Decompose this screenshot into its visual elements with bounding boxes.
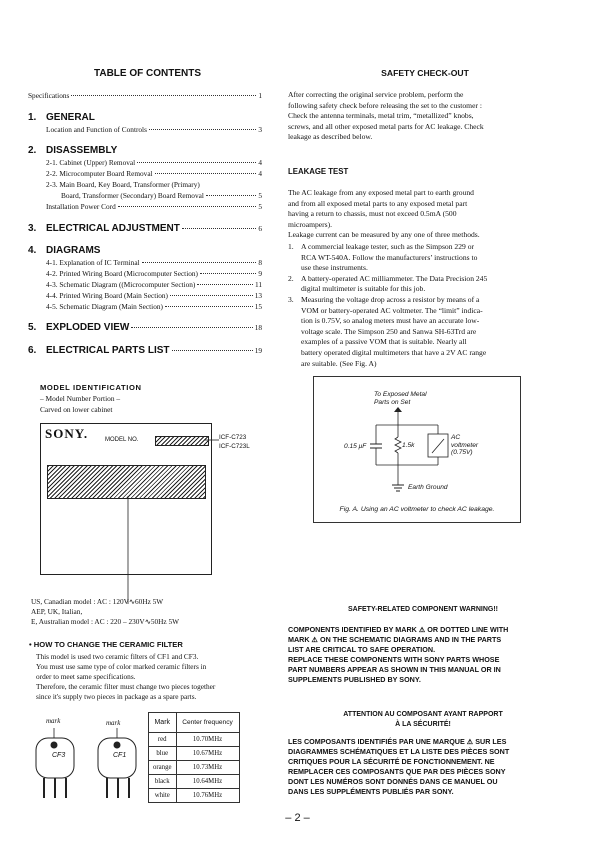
section-title: EXPLODED VIEW xyxy=(46,322,130,333)
table-header-row xyxy=(149,713,240,733)
text-line: leakage as described below. xyxy=(288,132,373,142)
leader-dots xyxy=(149,129,256,130)
text-line: A commercial leakage tester, such as the Simpson 229 or xyxy=(301,242,475,251)
table-cell: red xyxy=(149,733,177,747)
toc-page: 4 xyxy=(258,158,262,167)
section-number: 5. xyxy=(28,322,37,333)
model-id-subtitle: – Model Number Portion – xyxy=(40,394,121,403)
table-header: Mark xyxy=(149,713,177,733)
section-title: DIAGRAMS xyxy=(46,245,101,256)
text-line: VOM or battery-operated AC voltmeter. The “limit” indica- xyxy=(301,305,483,315)
model-number: ICF-C723L xyxy=(219,443,250,450)
toc-item[interactable] xyxy=(46,158,262,167)
table-row xyxy=(149,775,240,789)
voltmeter-label xyxy=(451,434,478,457)
section-title: GENERAL xyxy=(46,112,95,123)
warning-fr-title xyxy=(288,710,558,730)
text-line: Leakage current can be measured by any one of three methods. xyxy=(288,230,480,240)
text-line: screws, and all other exposed metal parts for AC leakage. Check xyxy=(288,121,484,131)
text-line: MARK ⚠ ON THE SCHEMATIC DIAGRAMS AND IN THE PARTS xyxy=(288,635,502,644)
ceramic-filter-heading xyxy=(29,640,183,649)
ceramic-filter-text xyxy=(36,652,215,702)
leakage-test-text xyxy=(288,188,558,241)
toc-item[interactable] xyxy=(46,169,262,178)
warning-en-text xyxy=(288,625,560,685)
text-line: DIAGRAMMES SCHÉMATIQUES ET LA LISTE DES PIÈCES SONT xyxy=(288,747,510,756)
text-line: and from all exposed metal parts to any exposed metal part xyxy=(288,198,468,208)
figure-a-box xyxy=(313,376,521,523)
list-number: 1. xyxy=(288,242,294,251)
text-line: Measuring the voltage drop across a resistor by means of a xyxy=(301,294,480,304)
section-number: 1. xyxy=(28,112,37,123)
text-line: digital multimeter is suitable for this job. xyxy=(301,284,426,294)
text-line: CRITIQUES POUR LA SÉCURITÉ DE FONCTIONNEMENT. NE xyxy=(288,757,495,766)
toc-page: 18 xyxy=(254,323,262,332)
table-row xyxy=(149,747,240,761)
toc-page: 15 xyxy=(254,302,262,311)
list-item xyxy=(288,295,560,369)
toc-item[interactable] xyxy=(61,191,262,200)
text-line: Parts on Set xyxy=(374,398,411,406)
model-id-title: MODEL IDENTIFICATION xyxy=(40,383,142,392)
leakage-methods-list xyxy=(288,242,560,369)
text-line: voltmeter xyxy=(451,441,479,449)
leader-dots xyxy=(200,273,256,274)
section-number: 3. xyxy=(28,223,37,234)
model-number: ICF-C723 xyxy=(219,434,247,441)
leader-dots xyxy=(71,95,256,96)
text-line: This model is used two ceramic filters of CF1 and CF3. xyxy=(36,652,199,661)
text-line: LES COMPOSANTS IDENTIFIÉS PAR UNE MARQUE ⚠ SUR LES xyxy=(288,737,507,746)
text-line: having a return to chassis, must not exceed 0.5mA (500 xyxy=(288,209,457,219)
safety-title: SAFETY CHECK-OUT xyxy=(381,68,469,78)
power-rating-line: AEP, UK, Italian, xyxy=(31,606,83,616)
toc-entry-label: Board, Transformer (Secondary) Board Removal xyxy=(61,191,204,200)
toc-item[interactable] xyxy=(46,258,262,267)
power-ratings xyxy=(31,597,179,626)
toc-item[interactable] xyxy=(46,291,262,300)
text-line: COMPONENTS IDENTIFIED BY MARK ⚠ OR DOTTED LINE WITH xyxy=(288,625,509,634)
leader-dots xyxy=(172,350,253,351)
text-line: LIST ARE CRITICAL TO SAFE OPERATION. xyxy=(288,645,436,654)
toc-page: 5 xyxy=(258,202,262,211)
leader-dots xyxy=(182,228,256,229)
table-row xyxy=(149,789,240,803)
table-header: Center frequency xyxy=(176,713,239,733)
table-row xyxy=(149,733,240,747)
leader-dots xyxy=(142,262,257,263)
warning-fr-text xyxy=(288,737,560,797)
section-number: 4. xyxy=(28,245,37,256)
text-line: AC xyxy=(451,434,461,441)
leader-dots xyxy=(137,162,256,163)
text-line: battery operated digital multimeters that have a 2V AC range xyxy=(301,347,487,357)
text-line: voltage scale. The Simpson 250 and Sanwa SH-63Trd are xyxy=(301,326,477,336)
toc-page: 5 xyxy=(258,191,262,200)
toc-section-exploded-view[interactable] xyxy=(28,322,262,333)
text-line: microampers). xyxy=(288,219,333,229)
toc-entry-label: 4-5. Schematic Diagram (Main Section) xyxy=(46,302,163,311)
text-line: À LA SÉCURITÉ! xyxy=(395,721,451,728)
toc-page: 1 xyxy=(258,91,262,100)
bullet-icon: • xyxy=(29,640,32,649)
toc-entry-label: 4-3. Schematic Diagram ((Microcomputer Section) xyxy=(46,280,196,289)
toc-page: 8 xyxy=(258,258,262,267)
text-line: DANS LES SUPPLÉMENTS PUBLIÉS PAR SONY. xyxy=(288,787,454,796)
text-line: following safety check before releasing the set to the customer : xyxy=(288,100,482,110)
model-id-carved-note: Carved on lower cabinet xyxy=(40,405,113,414)
warning-en-title: SAFETY-RELATED COMPONENT WARNING!! xyxy=(348,606,498,613)
earth-ground-label: Earth Ground xyxy=(408,484,448,491)
toc-page: 13 xyxy=(254,291,262,300)
leader-dots xyxy=(206,195,256,196)
mark-label: mark xyxy=(46,717,61,725)
text-line: RCA WT-540A. Follow the manufacturers’ instructions to xyxy=(301,252,478,262)
toc-page: 9 xyxy=(258,269,262,278)
filter-mark-table xyxy=(148,712,240,803)
text-line: SUPPLEMENTS PUBLISHED BY SONY. xyxy=(288,675,421,684)
toc-page: 11 xyxy=(254,280,262,289)
toc-section-electrical-adjustment[interactable] xyxy=(28,223,262,234)
text-line: PART NUMBERS APPEAR AS SHOWN IN THIS MANUAL OR IN xyxy=(288,665,501,674)
rating-leader-line xyxy=(126,496,130,606)
model-number-area xyxy=(155,436,209,446)
table-cell: orange xyxy=(149,761,177,775)
section-number: 2. xyxy=(28,145,37,156)
table-row xyxy=(149,761,240,775)
table-cell: white xyxy=(149,789,177,803)
toc-section-diagrams[interactable] xyxy=(28,245,262,256)
leader-dots xyxy=(155,173,257,174)
figure-caption: Fig. A. Using an AC voltmeter to check AC leakage. xyxy=(339,506,495,513)
leakage-test-title: LEAKAGE TEST xyxy=(288,167,349,176)
toc-page: 6 xyxy=(258,224,262,233)
toc-entry-label: Installation Power Cord xyxy=(46,202,116,211)
toc-page: 3 xyxy=(258,125,262,134)
text-line: The AC leakage from any exposed metal part to earth ground xyxy=(288,188,474,197)
section-number: 6. xyxy=(28,345,37,356)
capacitor-label: 0.15 μF xyxy=(344,443,367,450)
mark-label: mark xyxy=(106,719,121,727)
table-cell: 10.67MHz xyxy=(176,747,239,761)
toc-item[interactable] xyxy=(46,125,262,134)
toc-specifications[interactable] xyxy=(28,91,262,100)
toc-item[interactable] xyxy=(46,202,262,211)
table-cell: 10.70MHz xyxy=(176,733,239,747)
leader-dots xyxy=(131,327,252,328)
text-line: DONT LES NUMÉROS SONT DONNÉS DANS CE MANUEL OU xyxy=(288,777,498,786)
toc-item[interactable] xyxy=(46,180,262,189)
toc-section-disassembly[interactable] xyxy=(28,145,262,156)
sony-logo: SONY. xyxy=(45,426,89,441)
text-line: A battery-operated AC milliammeter. The Data Precision 245 xyxy=(301,273,488,283)
text-line: order to meet same specifications. xyxy=(36,671,136,681)
toc-entry-label: 4-4. Printed Wiring Board (Main Section) xyxy=(46,291,168,300)
text-line: (0.75V) xyxy=(451,449,473,456)
toc-entry-label: Specifications xyxy=(28,91,70,100)
toc-entry-label: 4-2. Printed Wiring Board (Microcomputer Section) xyxy=(46,269,198,278)
table-cell: blue xyxy=(149,747,177,761)
toc-item[interactable] xyxy=(46,302,262,311)
model-no-label: MODEL NO. xyxy=(105,437,139,443)
text-line: To Exposed Metal xyxy=(374,391,427,398)
section-title: ELECTRICAL ADJUSTMENT xyxy=(46,223,180,234)
list-number: 2. xyxy=(288,273,294,283)
text-line: REMPLACER CES COMPOSANTS QUE PAR DES PIÈCES SONY xyxy=(288,767,506,776)
leader-dots xyxy=(118,206,257,207)
text-line: Check the antenna terminals, metal trim, “metallized” knobs, xyxy=(288,111,474,121)
section-title: DISASSEMBLY xyxy=(46,145,118,156)
toc-entry-label: 2-2. Microcomputer Board Removal xyxy=(46,169,153,178)
ceramic-filter-illustration xyxy=(30,724,150,800)
text-line: After correcting the original service problem, perform the xyxy=(288,90,464,99)
toc-page: 19 xyxy=(254,346,262,355)
filter-label-cf1: CF1 xyxy=(113,752,127,759)
toc-item[interactable] xyxy=(46,280,262,289)
power-rating-area xyxy=(47,465,206,499)
resistor-label: 1.5k xyxy=(402,442,415,449)
model-number-list xyxy=(219,433,250,451)
table-cell: black xyxy=(149,775,177,789)
ceramic-filter-title: HOW TO CHANGE THE CERAMIC FILTER xyxy=(33,640,183,649)
toc-entry-label: Location and Function of Controls xyxy=(46,125,147,134)
text-line: Therefore, the ceramic filter must change two pieces together xyxy=(36,681,216,691)
list-item xyxy=(288,242,560,274)
text-line: ATTENTION AU COMPOSANT AYANT RAPPORT xyxy=(343,711,503,718)
list-number: 3. xyxy=(288,294,294,304)
section-title: ELECTRICAL PARTS LIST xyxy=(46,345,170,356)
safety-intro xyxy=(288,90,558,143)
leader-dots xyxy=(165,306,253,307)
list-item xyxy=(288,274,560,295)
text-line: tion is 0.75V, so analog meters must have an accurate low- xyxy=(301,316,480,326)
table-cell: 10.76MHz xyxy=(176,789,239,803)
text-line: since it's supply two pieces in package as a spare parts. xyxy=(36,691,197,701)
toc-item[interactable] xyxy=(46,269,262,278)
text-line: You must use same type of color marked ceramic filters in xyxy=(36,661,207,671)
toc-entry-label: 2-3. Main Board, Key Board, Transformer (Primary) xyxy=(46,180,200,189)
toc-title: TABLE OF CONTENTS xyxy=(93,68,202,79)
text-line: REPLACE THESE COMPONENTS WITH SONY PARTS WHOSE xyxy=(288,655,500,664)
power-rating-line: US, Canadian model : AC : 120V∿60Hz 5W xyxy=(31,597,164,606)
toc-page: 4 xyxy=(258,169,262,178)
toc-entry-label: 2-1. Cabinet (Upper) Removal xyxy=(46,158,136,167)
toc-entry-label: 4-1. Explanation of IC Terminal xyxy=(46,258,140,267)
filter-label-cf3: CF3 xyxy=(52,752,66,759)
page-number: – 2 – xyxy=(285,812,310,824)
power-rating-line: E, Australian model : AC : 220 – 230V∿50Hz 5W xyxy=(31,616,179,626)
leader-dots xyxy=(170,295,253,296)
toc-section-electrical-parts-list[interactable] xyxy=(28,345,262,356)
text-line: use these instruments. xyxy=(301,263,368,273)
table-cell: 10.73MHz xyxy=(176,761,239,775)
toc-section-general[interactable] xyxy=(28,112,262,123)
text-line: examples of a passive VOM that is suitable. Nearly all xyxy=(301,337,467,347)
leader-dots xyxy=(197,284,253,285)
text-line: are suitable. (See Fig. A) xyxy=(301,358,377,368)
table-cell: 10.64MHz xyxy=(176,775,239,789)
